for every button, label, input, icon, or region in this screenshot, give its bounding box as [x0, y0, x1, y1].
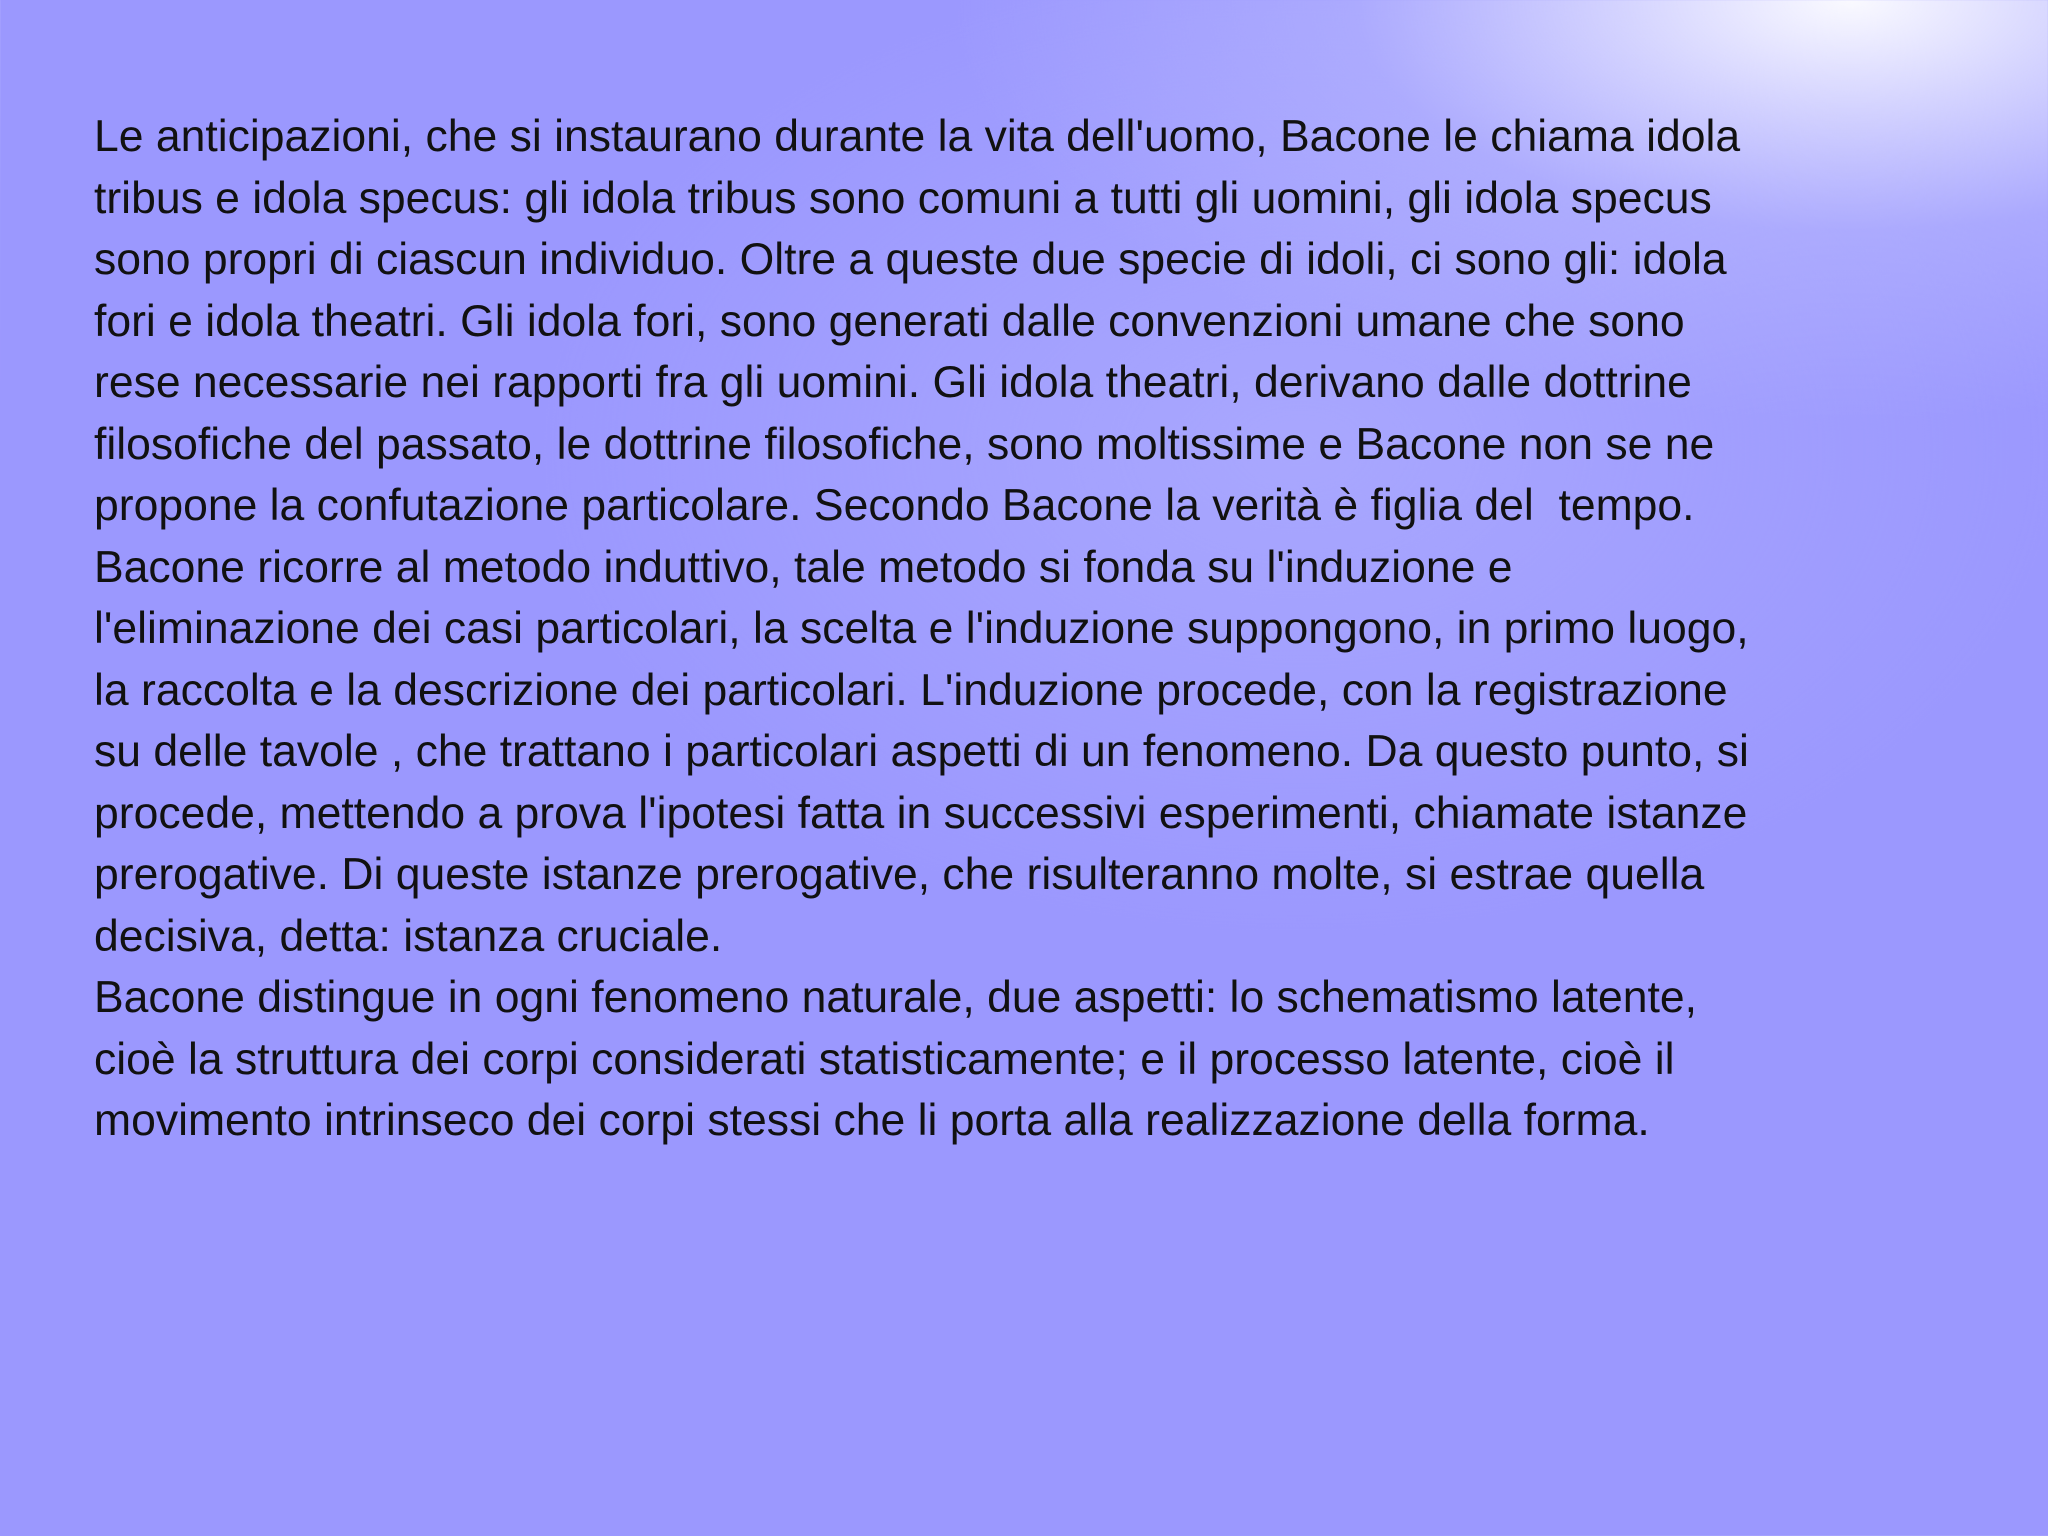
text-line: rese necessarie nei rapporti fra gli uomini. Gli idola theatri, derivano dalle dottrine — [94, 358, 1692, 407]
text-line: la raccolta e la descrizione dei particolari. L'induzione procede, con la registrazione — [94, 665, 1728, 715]
text-line: cioè la struttura dei corpi considerati statisticamente; e il processo latente, cioè il — [94, 1034, 1675, 1084]
text-line: fori e idola theatri. Gli idola fori, sono generati dalle convenzioni umane che sono — [94, 296, 1685, 346]
text-line: decisiva, detta: istanza cruciale. — [94, 911, 723, 961]
text-line: sono propri di ciascun individuo. Oltre a queste due specie di idoli, ci sono gli: idola — [94, 235, 1727, 284]
text-line: Bacone distingue in ogni fenomeno naturale, due aspetti: lo schematismo latente, — [94, 973, 1698, 1022]
text-line: propone la confutazione particolare. Secondo Bacone la verità è figlia del tempo. — [94, 481, 1695, 530]
text-line: l'eliminazione dei casi particolari, la scelta e l'induzione suppongono, in primo luogo, — [94, 604, 1749, 653]
text-line: su delle tavole , che trattano i particolari aspetti di un fenomeno. Da questo punto, si — [94, 727, 1749, 776]
text-line: Bacone ricorre al metodo induttivo, tale metodo si fonda su l'induzione e — [94, 542, 1513, 592]
text-line: movimento intrinseco dei corpi stessi che li porta alla realizzazione della forma. — [94, 1096, 1650, 1145]
text-line: tribus e idola specus: gli idola tribus sono comuni a tutti gli uomini, gli idola specus — [94, 173, 1712, 223]
text-line: Le anticipazioni, che si instaurano durante la vita dell'uomo, Bacone le chiama idola — [94, 112, 1741, 161]
text-line: procede, mettendo a prova l'ipotesi fatta in successivi esperimenti, chiamate istanze — [94, 788, 1748, 838]
slide-body-text — [94, 106, 2048, 1152]
text-line: filosofiche del passato, le dottrine filosofiche, sono moltissime e Bacone non se ne — [94, 419, 1715, 469]
text-line: prerogative. Di queste istanze prerogative, che risulteranno molte, si estrae quella — [94, 850, 1705, 899]
